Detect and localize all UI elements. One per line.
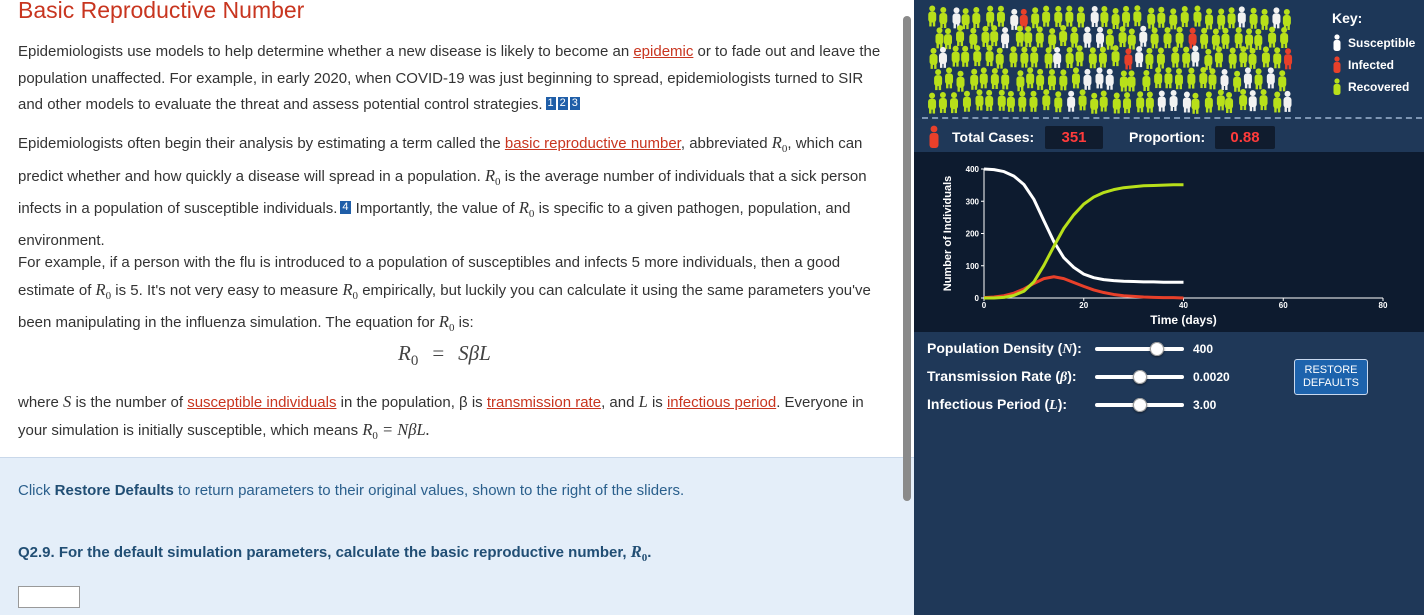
text: Epidemiologists use models to help determine whether a new disease is likely to become an bbox=[18, 43, 634, 60]
person-icon bbox=[991, 68, 999, 89]
citation-2[interactable]: 2 bbox=[557, 96, 569, 111]
person-icon bbox=[1009, 46, 1017, 67]
person-icon bbox=[1284, 48, 1292, 69]
person-icon bbox=[1133, 5, 1141, 26]
person-icon bbox=[1181, 6, 1189, 27]
person-icon bbox=[1221, 69, 1229, 90]
person-icon bbox=[1018, 91, 1026, 112]
infectious-period-slider[interactable] bbox=[1095, 403, 1184, 407]
person-icon bbox=[1024, 26, 1032, 47]
person-icon bbox=[1100, 91, 1108, 112]
person-icon bbox=[1128, 70, 1136, 91]
person-icon bbox=[1106, 69, 1114, 90]
y-tick-label: 300 bbox=[965, 197, 979, 207]
person-icon bbox=[973, 45, 981, 66]
y-tick-label: 0 bbox=[974, 294, 979, 303]
person-icon bbox=[963, 91, 971, 112]
page-title: Basic Reproductive Number bbox=[18, 0, 305, 23]
person-icon bbox=[1267, 67, 1275, 88]
person-icon bbox=[1091, 6, 1099, 27]
person-icon bbox=[1280, 27, 1288, 48]
slider-thumb[interactable] bbox=[1133, 398, 1147, 412]
legend-key bbox=[1332, 10, 1415, 98]
person-icon bbox=[981, 26, 989, 47]
person-icon bbox=[1106, 29, 1114, 50]
person-icon bbox=[1164, 27, 1172, 48]
person-icon bbox=[928, 5, 936, 26]
person-icon bbox=[956, 25, 964, 46]
person-icon bbox=[1158, 91, 1166, 112]
y-axis-label: Number of Individuals bbox=[942, 175, 954, 292]
person-icon bbox=[1076, 45, 1084, 66]
r0-definition-paragraph bbox=[18, 130, 888, 254]
text: Epidemiologists often begin their analysis by estimating a term called the bbox=[18, 135, 505, 152]
person-icon bbox=[1007, 91, 1015, 112]
person-icon bbox=[1059, 69, 1067, 90]
r0-symbol: $R_0$ bbox=[95, 279, 112, 302]
person-icon bbox=[1250, 8, 1258, 29]
person-icon bbox=[1245, 28, 1253, 49]
person-icon bbox=[1151, 27, 1159, 48]
population-density-slider[interactable] bbox=[1095, 347, 1184, 351]
person-icon bbox=[1095, 67, 1103, 88]
y-tick-label: 400 bbox=[965, 165, 979, 174]
person-icon bbox=[1139, 26, 1147, 47]
person-icon bbox=[935, 27, 943, 48]
person-icon bbox=[1254, 29, 1262, 50]
r0-symbol: $R_0$ bbox=[518, 198, 535, 220]
person-icon bbox=[1283, 9, 1291, 30]
infectious-period-label: Infectious Period (L): bbox=[927, 396, 1068, 413]
text: Importantly, the value of bbox=[351, 200, 519, 217]
person-icon bbox=[1215, 46, 1223, 67]
person-icon bbox=[1268, 27, 1276, 48]
citation-3[interactable]: 3 bbox=[569, 96, 581, 111]
person-icon bbox=[1208, 68, 1216, 89]
person-icon bbox=[1229, 47, 1237, 68]
citation-4[interactable]: 4 bbox=[339, 200, 351, 215]
person-icon bbox=[1183, 91, 1191, 112]
flu-example-paragraph bbox=[18, 250, 888, 342]
question-q2-9: Q2.9. For the default simulation parameters, calculate the basic reproductive number, $R_0$. bbox=[18, 542, 652, 564]
person-icon bbox=[1120, 70, 1128, 91]
text: is the number of bbox=[71, 394, 188, 411]
total-cases-value: 351 bbox=[1045, 126, 1103, 149]
person-icon bbox=[1077, 6, 1085, 27]
x-tick-label: 40 bbox=[1179, 301, 1188, 310]
person-icon bbox=[1066, 47, 1074, 68]
person-icon bbox=[1048, 28, 1056, 49]
text: , which can predict whether and how quickly a disease will spread in a population. bbox=[18, 135, 863, 185]
person-icon bbox=[1221, 28, 1229, 49]
r0-equation: $R_0 = S\beta L$ bbox=[398, 341, 491, 369]
person-icon bbox=[1128, 29, 1136, 50]
link-infectious-period[interactable]: infectious period bbox=[666, 394, 777, 411]
person-icon bbox=[1026, 67, 1034, 88]
link-susceptible-individuals[interactable]: susceptible individuals bbox=[187, 394, 337, 411]
person-icon bbox=[980, 67, 988, 88]
text: is bbox=[647, 394, 667, 411]
person-icon bbox=[1113, 92, 1121, 113]
link-epidemic[interactable]: epidemic bbox=[633, 43, 694, 60]
person-icon bbox=[1200, 28, 1208, 49]
person-icon bbox=[1135, 46, 1143, 67]
person-icon bbox=[998, 90, 1006, 111]
text: empirically, but luckily you can calculate it using the same parameters you've been manipulating in the influenza simulation. The equation for bbox=[18, 281, 871, 331]
person-icon bbox=[1262, 46, 1270, 67]
y-tick-label: 100 bbox=[965, 261, 979, 271]
person-icon bbox=[975, 89, 983, 110]
person-icon bbox=[1249, 90, 1257, 111]
person-icon bbox=[1142, 70, 1150, 91]
person-icon bbox=[1182, 47, 1190, 68]
key-title: Key: bbox=[1332, 10, 1363, 26]
person-icon bbox=[1122, 6, 1130, 27]
person-icon bbox=[1332, 34, 1342, 52]
person-icon bbox=[1065, 6, 1073, 27]
person-icon bbox=[1070, 27, 1078, 48]
person-icon bbox=[1083, 27, 1091, 48]
person-icon bbox=[957, 71, 965, 92]
person-icon bbox=[985, 90, 993, 111]
population-density-label: Population Density (N): bbox=[927, 340, 1082, 357]
transmission-rate-slider[interactable] bbox=[1095, 375, 1184, 379]
person-icon bbox=[1054, 91, 1062, 112]
person-icon bbox=[1001, 27, 1009, 48]
person-icon bbox=[1042, 6, 1050, 27]
person-icon bbox=[1036, 26, 1044, 47]
r0-symbol: $R_0$ bbox=[342, 279, 359, 302]
r0-symbol: $R_0$ bbox=[362, 419, 378, 442]
y-tick-label: 200 bbox=[965, 229, 979, 239]
person-icon bbox=[1244, 67, 1252, 88]
transmission-rate-value: 0.0020 bbox=[1193, 370, 1230, 384]
person-icon bbox=[1145, 48, 1153, 69]
person-icon bbox=[1191, 93, 1199, 114]
person-icon bbox=[1112, 8, 1120, 29]
transmission-rate-label: Transmission Rate (β): bbox=[927, 368, 1077, 385]
person-icon bbox=[1284, 91, 1292, 112]
person-icon bbox=[1089, 47, 1097, 68]
x-tick-label: 20 bbox=[1079, 301, 1089, 310]
person-icon bbox=[1045, 47, 1053, 68]
person-icon bbox=[1054, 6, 1062, 27]
person-icon bbox=[1154, 67, 1162, 88]
person-icon bbox=[1205, 92, 1213, 113]
person-icon bbox=[1191, 46, 1199, 67]
person-icon bbox=[1146, 92, 1154, 113]
person-icon bbox=[1204, 49, 1212, 70]
person-icon bbox=[970, 69, 978, 90]
text: , and bbox=[601, 394, 639, 411]
person-icon bbox=[1273, 47, 1281, 68]
s-symbol: S bbox=[63, 392, 72, 411]
person-icon bbox=[939, 47, 947, 68]
person-icon bbox=[1096, 27, 1104, 48]
link-transmission-rate[interactable]: transmission rate bbox=[486, 394, 602, 411]
person-icon bbox=[1255, 68, 1263, 89]
person-icon bbox=[1112, 45, 1120, 66]
person-icon bbox=[1123, 92, 1131, 113]
person-icon bbox=[1176, 27, 1184, 48]
link-basic-reproductive-number[interactable]: basic reproductive number bbox=[504, 135, 681, 152]
epidemic-chart bbox=[914, 152, 1424, 332]
divider bbox=[922, 117, 1422, 119]
slider-thumb[interactable] bbox=[1133, 370, 1147, 384]
x-axis-label: Time (days) bbox=[1150, 313, 1217, 327]
person-icon bbox=[952, 46, 960, 67]
x-tick-label: 80 bbox=[1378, 301, 1388, 310]
r0-symbol: $R_0$ bbox=[771, 133, 788, 155]
person-icon bbox=[1016, 70, 1024, 91]
citation-1[interactable]: 1 bbox=[545, 96, 557, 111]
total-cases-label: Total Cases: bbox=[952, 129, 1035, 145]
person-icon bbox=[945, 67, 953, 88]
person-icon bbox=[1228, 7, 1236, 28]
person-icon bbox=[1164, 67, 1172, 88]
text: in the population, β is bbox=[336, 394, 487, 411]
proportion-value: 0.88 bbox=[1215, 126, 1275, 149]
person-icon bbox=[1238, 6, 1246, 27]
restore-instruction: Click Restore Defaults to return parameters to their original values, shown to the right of the sliders. bbox=[18, 482, 685, 499]
person-icon bbox=[1010, 9, 1018, 30]
person-icon bbox=[1031, 7, 1039, 28]
population-density-value: 400 bbox=[1193, 342, 1214, 356]
person-icon bbox=[1059, 25, 1067, 46]
infectious-period-value: 3.00 bbox=[1193, 398, 1217, 412]
person-icon bbox=[1048, 69, 1056, 90]
simulation-panel bbox=[914, 0, 1424, 615]
person-icon bbox=[1042, 89, 1050, 110]
person-icon bbox=[1332, 56, 1342, 74]
person-icon bbox=[1332, 78, 1342, 96]
intro-paragraph bbox=[18, 39, 888, 119]
person-icon bbox=[939, 92, 947, 113]
person-icon bbox=[1239, 89, 1247, 110]
person-icon bbox=[1205, 8, 1213, 29]
proportion-label: Proportion: bbox=[1129, 129, 1206, 145]
person-icon bbox=[1079, 89, 1087, 110]
question-box bbox=[0, 457, 914, 615]
person-icon bbox=[986, 6, 994, 27]
person-icon bbox=[1099, 47, 1107, 68]
person-icon bbox=[990, 25, 998, 46]
person-icon bbox=[1030, 91, 1038, 112]
person-icon bbox=[1175, 68, 1183, 89]
person-icon bbox=[1217, 89, 1225, 110]
person-icon bbox=[939, 7, 947, 28]
text: . Everyone in your simulation is initially susceptible, which means bbox=[18, 394, 864, 439]
x-tick-label: 0 bbox=[981, 301, 987, 310]
person-icon bbox=[1235, 27, 1243, 48]
person-icon bbox=[1053, 47, 1061, 68]
x-tick-label: 60 bbox=[1278, 301, 1288, 310]
text: is specific to a given pathogen, population, and environment. bbox=[18, 200, 851, 249]
person-icon bbox=[961, 46, 969, 67]
person-icon bbox=[1072, 67, 1080, 88]
answer-input[interactable] bbox=[18, 586, 80, 608]
person-icon bbox=[1119, 26, 1127, 47]
person-icon bbox=[997, 6, 1005, 27]
person-icon bbox=[1239, 46, 1247, 67]
text: is 5. It's not very easy to measure bbox=[111, 281, 343, 299]
person-icon bbox=[934, 69, 942, 90]
stats-bar bbox=[914, 122, 1424, 152]
person-icon bbox=[1090, 93, 1098, 114]
person-icon bbox=[1272, 7, 1280, 28]
person-icon bbox=[1083, 69, 1091, 90]
person-icon bbox=[1225, 92, 1233, 113]
person-icon bbox=[930, 48, 938, 69]
person-icon bbox=[1170, 90, 1178, 111]
person-icon bbox=[1189, 28, 1197, 49]
person-icon bbox=[972, 7, 980, 28]
text: is the average number of individuals that a sick person infects in a population of susceptible individuals. bbox=[18, 167, 867, 217]
person-icon bbox=[1100, 6, 1108, 27]
key-item-infected: Infected bbox=[1332, 54, 1415, 76]
person-icon bbox=[944, 28, 952, 49]
key-item-recovered: Recovered bbox=[1332, 76, 1415, 98]
r0-symbol: $R_0$ bbox=[438, 312, 455, 334]
person-icon bbox=[1157, 7, 1165, 28]
person-icon bbox=[928, 93, 936, 114]
person-icon bbox=[1030, 46, 1038, 67]
person-icon bbox=[1020, 47, 1028, 68]
parameter-controls bbox=[914, 332, 1424, 422]
scrollbar-thumb[interactable] bbox=[903, 16, 911, 501]
text: or to fade out and leave the population unaffected. For example, in early 2020, when COVID-19 was just beginning to spread, epidemiologists turned to SIR and other models to evaluate the threat and assess potential control strategies. bbox=[18, 43, 881, 113]
person-icon bbox=[1278, 70, 1286, 91]
infected-person-icon bbox=[928, 125, 940, 149]
l-symbol: L bbox=[638, 392, 648, 411]
person-icon bbox=[1036, 69, 1044, 90]
text: is: bbox=[454, 314, 474, 331]
person-icon bbox=[1249, 48, 1257, 69]
restore-defaults-button[interactable]: RESTORE DEFAULTS bbox=[1294, 359, 1368, 395]
person-icon bbox=[1157, 48, 1165, 69]
person-icon bbox=[1016, 26, 1024, 47]
person-icon bbox=[1233, 71, 1241, 92]
person-icon bbox=[986, 45, 994, 66]
key-item-susceptible: Susceptible bbox=[1332, 32, 1415, 54]
person-icon bbox=[1273, 91, 1281, 112]
r0-symbol: $R_0$ bbox=[484, 165, 501, 188]
text: , abbreviated bbox=[680, 135, 772, 152]
person-icon bbox=[1124, 48, 1132, 69]
person-icon bbox=[950, 92, 958, 113]
person-icon bbox=[1067, 91, 1075, 112]
person-icon bbox=[996, 48, 1004, 69]
person-icon bbox=[1260, 89, 1268, 110]
person-icon bbox=[1169, 8, 1177, 29]
person-icon bbox=[1001, 68, 1009, 89]
person-icon bbox=[1171, 47, 1179, 68]
person-icon bbox=[1147, 8, 1155, 29]
person-icon bbox=[1261, 9, 1269, 30]
text: where bbox=[18, 394, 64, 411]
r0-formula-tail: = NβL. bbox=[377, 419, 430, 439]
variables-paragraph bbox=[18, 389, 888, 449]
person-icon bbox=[1187, 68, 1195, 89]
person-icon bbox=[1217, 8, 1225, 29]
slider-thumb[interactable] bbox=[1150, 342, 1164, 356]
person-icon bbox=[1136, 91, 1144, 112]
text: For example, if a person with the flu is introduced to a population of susceptibles and infects 5 more individuals, then a good estimate of bbox=[18, 254, 841, 299]
person-icon bbox=[1193, 6, 1201, 27]
person-icon bbox=[962, 8, 970, 29]
person-icon bbox=[1199, 67, 1207, 88]
